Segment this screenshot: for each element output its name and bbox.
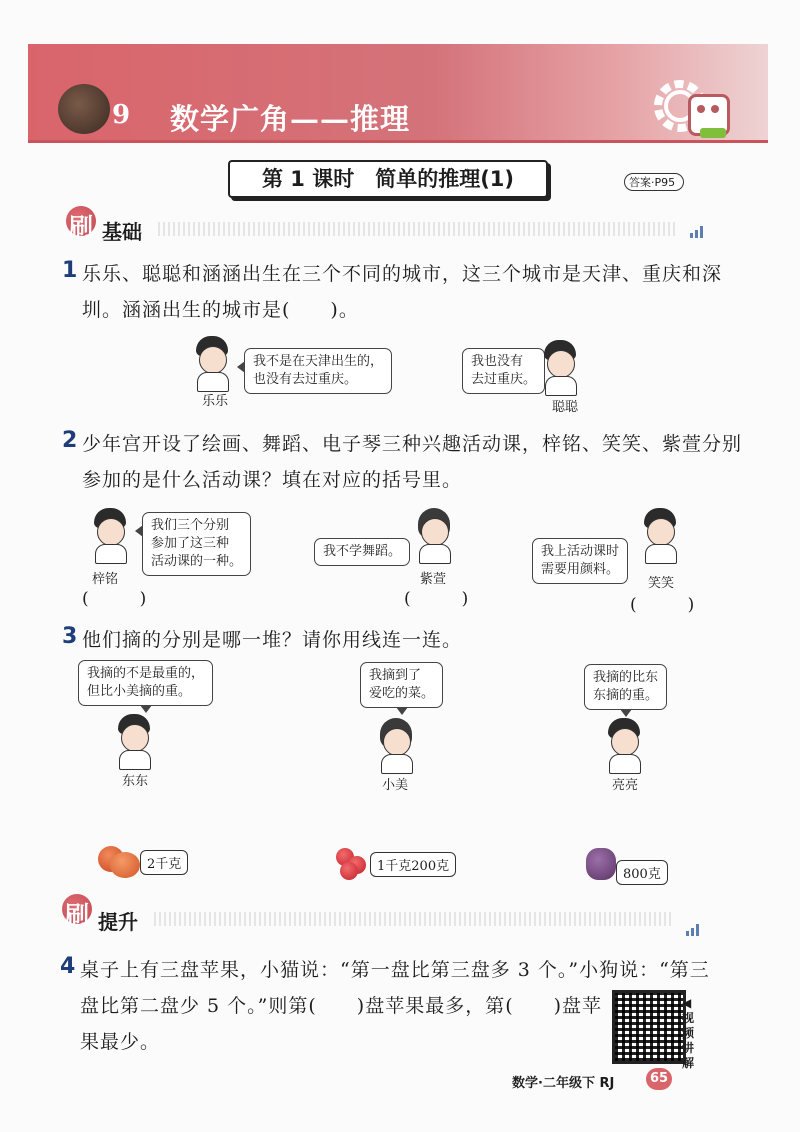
section-divider (154, 912, 674, 926)
kid-liangliang-figure (604, 718, 644, 772)
speech-bubble-xiaomei: 我摘到了 爱吃的菜。 (360, 662, 443, 708)
weight-tag-2kg: 2千克 (140, 850, 188, 875)
video-qr-code[interactable] (612, 990, 686, 1064)
question-3-number: 3 (62, 624, 78, 649)
kid-lele-name: 乐乐 (202, 394, 229, 409)
weight-tag-1kg200g: 1千克200克 (370, 852, 456, 877)
signal-bars-icon (690, 226, 706, 238)
answer-reference[interactable]: 答案·P95 (624, 173, 684, 191)
tomato-icon-3 (340, 862, 358, 880)
speech-bubble-congcong: 我也没有 去过重庆。 (462, 348, 545, 394)
section-basic-label: 基础 (102, 220, 142, 244)
section-advanced-label: 提升 (98, 910, 138, 934)
question-2-number: 2 (62, 428, 78, 453)
question-4-number: 4 (60, 954, 76, 979)
section-divider (158, 222, 678, 236)
kid-xiaoxiao-name: 笑笑 (648, 576, 675, 591)
page-number: 65 (646, 1068, 672, 1090)
kid-xiaomei-figure (376, 718, 416, 772)
question-4-line-2: 盘比第二盘少 5 个。”则第( )盘苹果最多，第( )盘苹 (80, 995, 603, 1017)
question-2-line-1: 少年宫开设了绘画、舞蹈、电子琴三种兴趣活动课，梓铭、笑笑、紫萱分别 (82, 433, 743, 455)
eggplant-icon (586, 848, 616, 880)
question-2-line-2: 参加的是什么活动课？填在对应的括号里。 (82, 469, 463, 491)
question-4-line-1: 桌子上有三盘苹果，小猫说：“第一盘比第三盘多 3 个。”小狗说：“第三 (80, 959, 710, 981)
signal-bars-icon (686, 924, 702, 936)
speech-bubble-ziming: 我们三个分别 参加了这三种 活动课的一种。 (142, 512, 251, 576)
kid-liangliang-name: 亮亮 (612, 778, 639, 793)
speech-bubble-dongdong: 我摘的不是最重的， 但比小美摘的重。 (78, 660, 213, 706)
speech-bubble-xiaoxiao: 我上活动课时 需要用颜料。 (532, 538, 628, 584)
question-1-number: 1 (62, 258, 78, 283)
chapter-number: 9 (112, 100, 131, 130)
robot-base-icon (700, 128, 726, 138)
video-explain-label[interactable]: ◀视频讲解 (682, 996, 695, 1070)
answer-blank-ziming[interactable]: ( ) (82, 589, 147, 609)
kid-xiaomei-name: 小美 (382, 778, 409, 793)
kid-xiaoxiao-figure (640, 508, 680, 562)
weight-tag-800g: 800克 (616, 860, 668, 885)
question-1-line-1: 乐乐、聪聪和涵涵出生在三个不同的城市，这三个城市是天津、重庆和深 (82, 263, 723, 285)
kid-zixuan-name: 紫萱 (420, 572, 447, 587)
question-4-line-3: 果最少。 (80, 1031, 161, 1053)
kid-congcong-name: 聪聪 (552, 400, 579, 415)
brush-section-icon: 刷 (66, 206, 96, 236)
speech-bubble-lele: 我不是在天津出生的， 也没有去过重庆。 (244, 348, 392, 394)
kid-ziming-figure (90, 508, 130, 562)
mascot-icon (58, 84, 110, 134)
answer-blank-xiaoxiao[interactable]: ( ) (630, 595, 695, 615)
lesson-title: 第 1 课时 简单的推理(1) (228, 160, 548, 198)
chapter-title: 数学广角——推理 (170, 102, 411, 136)
question-3-text: 他们摘的分别是哪一堆？请你用线连一连。 (82, 629, 463, 651)
question-1-line-2: 圳。涵涵出生的城市是( )。 (82, 299, 359, 321)
speech-bubble-zixuan: 我不学舞蹈。 (314, 538, 410, 566)
kid-zixuan-figure (414, 508, 454, 562)
pumpkin-icon-2 (110, 852, 140, 878)
kid-lele-figure (192, 336, 232, 390)
footer-book-info: 数学·二年级下 RJ (512, 1076, 615, 1091)
kid-dongdong-name: 东东 (122, 774, 149, 789)
kid-congcong-figure (540, 340, 580, 394)
kid-ziming-name: 梓铭 (92, 572, 119, 587)
speech-bubble-liangliang: 我摘的比东 东摘的重。 (584, 664, 667, 710)
kid-dongdong-figure (114, 714, 154, 768)
answer-blank-zixuan[interactable]: ( ) (404, 589, 469, 609)
brush-section-icon: 刷 (62, 894, 92, 924)
